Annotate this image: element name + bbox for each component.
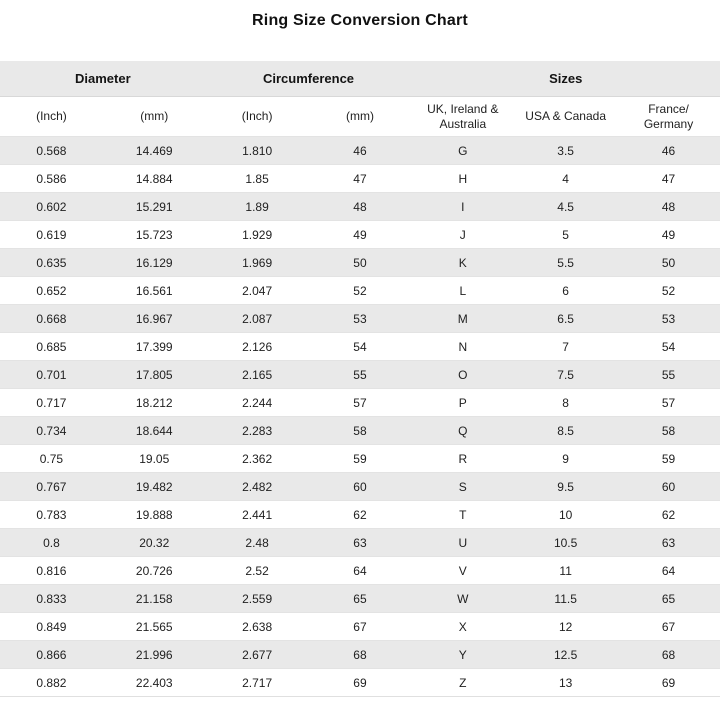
table-cell: 50 — [309, 249, 412, 277]
table-cell: 60 — [309, 473, 412, 501]
table-cell: 4.5 — [514, 193, 617, 221]
table-cell: 0.816 — [0, 557, 103, 585]
table-cell: 18.644 — [103, 417, 206, 445]
table-row — [0, 557, 720, 585]
table-cell: 48 — [617, 193, 720, 221]
table-cell: S — [411, 473, 514, 501]
table-row — [0, 249, 720, 277]
table-cell: 2.441 — [206, 501, 309, 529]
table-cell: 0.668 — [0, 305, 103, 333]
table-cell: 67 — [617, 613, 720, 641]
table-cell: 2.717 — [206, 669, 309, 697]
table-cell: 15.291 — [103, 193, 206, 221]
table-cell: 0.833 — [0, 585, 103, 613]
column-header-row — [0, 97, 720, 137]
table-row — [0, 137, 720, 165]
table-cell: 21.565 — [103, 613, 206, 641]
table-row — [0, 669, 720, 697]
table-cell: 2.638 — [206, 613, 309, 641]
table-cell: R — [411, 445, 514, 473]
table-cell: 0.767 — [0, 473, 103, 501]
table-cell: 64 — [617, 557, 720, 585]
table-cell: 49 — [617, 221, 720, 249]
table-cell: 2.165 — [206, 361, 309, 389]
table-cell: 0.8 — [0, 529, 103, 557]
table-cell: J — [411, 221, 514, 249]
table-row — [0, 221, 720, 249]
table-header — [0, 61, 720, 137]
table-cell: 17.805 — [103, 361, 206, 389]
table-cell: 0.635 — [0, 249, 103, 277]
table-cell: 0.734 — [0, 417, 103, 445]
table-cell: 11.5 — [514, 585, 617, 613]
table-cell: 1.85 — [206, 165, 309, 193]
table-cell: 8.5 — [514, 417, 617, 445]
table-cell: 63 — [309, 529, 412, 557]
ring-size-table — [0, 61, 720, 697]
table-cell: 2.126 — [206, 333, 309, 361]
table-cell: 10.5 — [514, 529, 617, 557]
table-cell: 12.5 — [514, 641, 617, 669]
table-cell: Y — [411, 641, 514, 669]
table-row — [0, 641, 720, 669]
table-cell: 46 — [309, 137, 412, 165]
table-cell: 22.403 — [103, 669, 206, 697]
table-row — [0, 165, 720, 193]
table-cell: 7.5 — [514, 361, 617, 389]
table-cell: 1.810 — [206, 137, 309, 165]
table-row — [0, 333, 720, 361]
table-cell: 19.482 — [103, 473, 206, 501]
table-row — [0, 389, 720, 417]
table-cell: 2.047 — [206, 277, 309, 305]
table-cell: 16.967 — [103, 305, 206, 333]
table-cell: 58 — [309, 417, 412, 445]
column-header: USA & Canada — [514, 97, 617, 137]
table-row — [0, 501, 720, 529]
group-header: Diameter — [0, 61, 206, 97]
table-cell: 53 — [309, 305, 412, 333]
table-cell: 6 — [514, 277, 617, 305]
table-cell: M — [411, 305, 514, 333]
table-cell: H — [411, 165, 514, 193]
table-row — [0, 193, 720, 221]
table-cell: 60 — [617, 473, 720, 501]
table-cell: I — [411, 193, 514, 221]
table-row — [0, 529, 720, 557]
table-cell: 4 — [514, 165, 617, 193]
table-cell: 8 — [514, 389, 617, 417]
table-cell: 47 — [309, 165, 412, 193]
table-cell: 0.701 — [0, 361, 103, 389]
table-cell: 21.996 — [103, 641, 206, 669]
table-cell: 20.32 — [103, 529, 206, 557]
table-cell: 2.677 — [206, 641, 309, 669]
table-cell: 54 — [309, 333, 412, 361]
table-cell: 9.5 — [514, 473, 617, 501]
table-row — [0, 473, 720, 501]
table-cell: 16.129 — [103, 249, 206, 277]
column-header: (mm) — [309, 97, 412, 137]
table-cell: 55 — [617, 361, 720, 389]
table-cell: 52 — [309, 277, 412, 305]
table-row — [0, 613, 720, 641]
table-cell: 64 — [309, 557, 412, 585]
table-cell: 0.75 — [0, 445, 103, 473]
table-cell: O — [411, 361, 514, 389]
table-row — [0, 417, 720, 445]
table-cell: 2.087 — [206, 305, 309, 333]
table-cell: 2.559 — [206, 585, 309, 613]
table-cell: 65 — [309, 585, 412, 613]
table-cell: 58 — [617, 417, 720, 445]
table-cell: 67 — [309, 613, 412, 641]
column-header: (mm) — [103, 97, 206, 137]
table-cell: 5 — [514, 221, 617, 249]
table-cell: T — [411, 501, 514, 529]
table-cell: 0.685 — [0, 333, 103, 361]
table-cell: 49 — [309, 221, 412, 249]
table-cell: 11 — [514, 557, 617, 585]
table-row — [0, 585, 720, 613]
table-cell: 55 — [309, 361, 412, 389]
table-cell: 54 — [617, 333, 720, 361]
table-cell: 46 — [617, 137, 720, 165]
table-cell: 21.158 — [103, 585, 206, 613]
table-cell: 50 — [617, 249, 720, 277]
table-cell: 1.929 — [206, 221, 309, 249]
table-cell: 0.619 — [0, 221, 103, 249]
table-cell: 9 — [514, 445, 617, 473]
table-cell: 48 — [309, 193, 412, 221]
table-cell: 65 — [617, 585, 720, 613]
table-cell: 16.561 — [103, 277, 206, 305]
table-cell: X — [411, 613, 514, 641]
table-cell: Z — [411, 669, 514, 697]
group-header-row — [0, 61, 720, 97]
group-header: Sizes — [411, 61, 720, 97]
table-row — [0, 361, 720, 389]
table-cell: 6.5 — [514, 305, 617, 333]
table-cell: 0.602 — [0, 193, 103, 221]
table-cell: 0.652 — [0, 277, 103, 305]
table-cell: 13 — [514, 669, 617, 697]
table-cell: W — [411, 585, 514, 613]
table-cell: 68 — [309, 641, 412, 669]
table-cell: L — [411, 277, 514, 305]
table-cell: 1.969 — [206, 249, 309, 277]
table-cell: 12 — [514, 613, 617, 641]
table-cell: N — [411, 333, 514, 361]
table-cell: 0.717 — [0, 389, 103, 417]
table-cell: 53 — [617, 305, 720, 333]
table-cell: 3.5 — [514, 137, 617, 165]
column-header: (Inch) — [0, 97, 103, 137]
table-cell: 14.884 — [103, 165, 206, 193]
table-row — [0, 305, 720, 333]
table-cell: G — [411, 137, 514, 165]
column-header: UK, Ireland & Australia — [411, 97, 514, 137]
table-cell: 62 — [617, 501, 720, 529]
column-header: France/ Germany — [617, 97, 720, 137]
table-cell: 1.89 — [206, 193, 309, 221]
table-cell: 2.52 — [206, 557, 309, 585]
table-cell: 2.283 — [206, 417, 309, 445]
table-cell: U — [411, 529, 514, 557]
table-cell: 0.849 — [0, 613, 103, 641]
table-cell: 59 — [309, 445, 412, 473]
table-row — [0, 445, 720, 473]
table-cell: 2.362 — [206, 445, 309, 473]
table-cell: 17.399 — [103, 333, 206, 361]
table-cell: 0.882 — [0, 669, 103, 697]
table-cell: V — [411, 557, 514, 585]
table-body — [0, 137, 720, 697]
table-cell: 5.5 — [514, 249, 617, 277]
table-cell: 14.469 — [103, 137, 206, 165]
table-cell: 0.783 — [0, 501, 103, 529]
table-cell: 0.586 — [0, 165, 103, 193]
table-cell: 0.866 — [0, 641, 103, 669]
table-cell: Q — [411, 417, 514, 445]
table-cell: 19.888 — [103, 501, 206, 529]
table-cell: P — [411, 389, 514, 417]
table-cell: 18.212 — [103, 389, 206, 417]
table-cell: 57 — [309, 389, 412, 417]
table-cell: 62 — [309, 501, 412, 529]
column-header: (Inch) — [206, 97, 309, 137]
table-cell: 19.05 — [103, 445, 206, 473]
table-cell: 10 — [514, 501, 617, 529]
table-cell: 15.723 — [103, 221, 206, 249]
table-cell: 63 — [617, 529, 720, 557]
table-cell: 57 — [617, 389, 720, 417]
table-cell: 2.48 — [206, 529, 309, 557]
table-cell: 68 — [617, 641, 720, 669]
table-cell: K — [411, 249, 514, 277]
table-cell: 20.726 — [103, 557, 206, 585]
table-cell: 69 — [617, 669, 720, 697]
table-cell: 69 — [309, 669, 412, 697]
table-cell: 7 — [514, 333, 617, 361]
table-cell: 2.244 — [206, 389, 309, 417]
group-header: Circumference — [206, 61, 412, 97]
table-cell: 52 — [617, 277, 720, 305]
table-cell: 47 — [617, 165, 720, 193]
table-cell: 0.568 — [0, 137, 103, 165]
table-cell: 2.482 — [206, 473, 309, 501]
page-title: Ring Size Conversion Chart — [252, 12, 468, 29]
table-cell: 59 — [617, 445, 720, 473]
table-row — [0, 277, 720, 305]
